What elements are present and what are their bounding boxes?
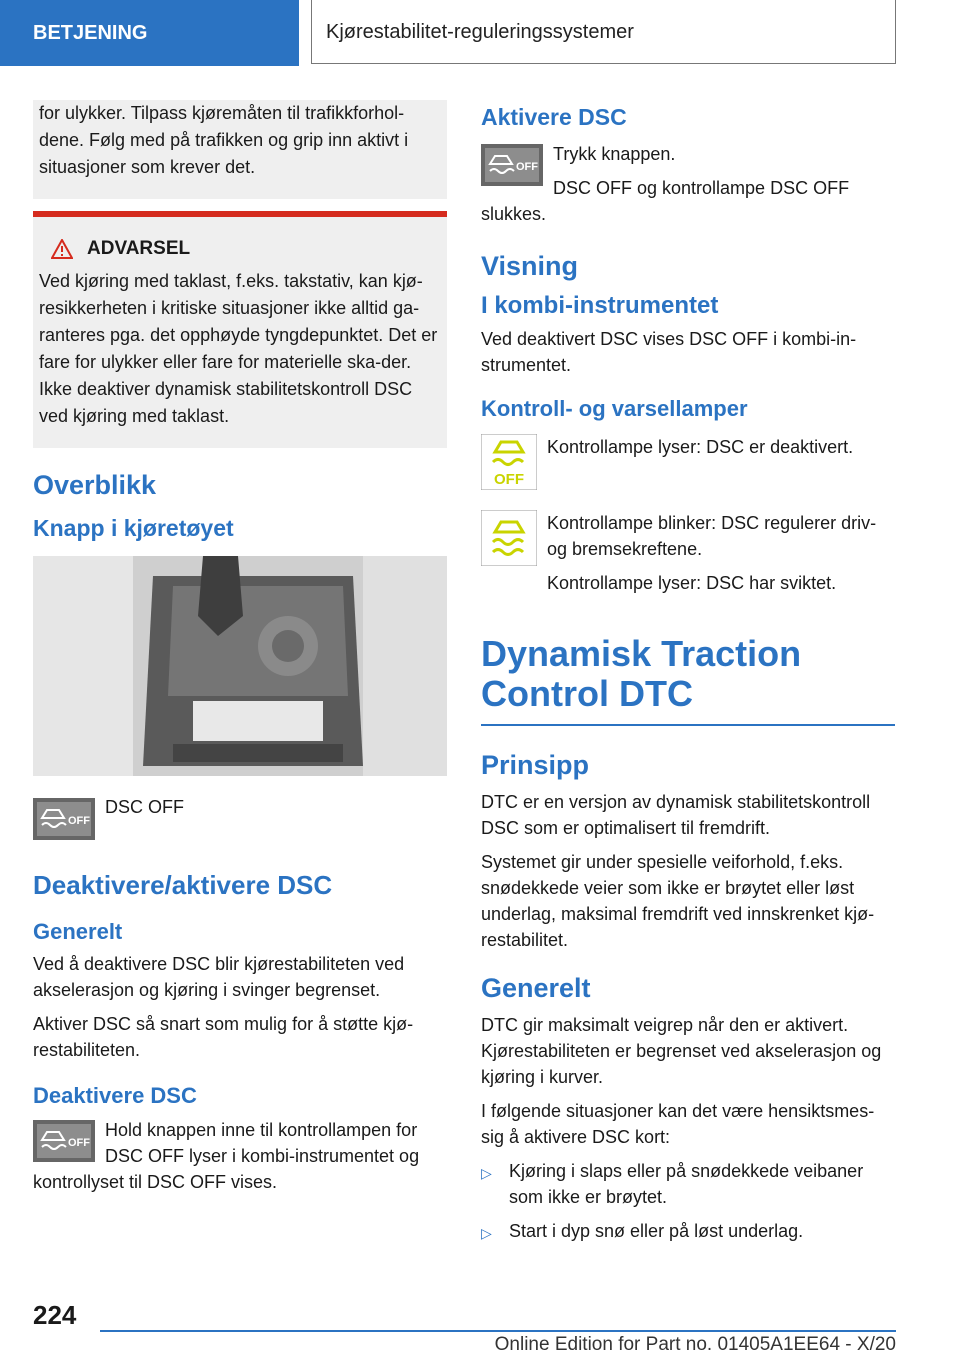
cluster-text: Ved deaktivert DSC vises DSC OFF i kombi-in-strumentet. — [481, 329, 857, 375]
lamp-2-text — [547, 510, 895, 604]
warning-header — [39, 235, 439, 262]
svg-text:OFF: OFF — [516, 161, 538, 173]
svg-text:OFF: OFF — [68, 815, 90, 827]
dsc-off-row — [33, 795, 447, 840]
warning-label: ADVARSEL — [87, 238, 191, 259]
dsc-off-button-icon — [33, 798, 95, 840]
heading-lamps: Kontroll- og varsellamper — [481, 396, 748, 421]
bullet-triangle-icon: ▷ — [481, 1225, 492, 1241]
section-tab: BETJENING — [0, 0, 299, 66]
principle-paragraph-1: DTC er en versjon av dynamisk stabilitetskontroll DSC som er optimalisert til fremdrift. — [481, 792, 871, 838]
lamp-2-text-1: Kontrollampe blinker: DSC regulerer driv- og bremsekreftene. — [547, 513, 877, 559]
activate-text-1: Trykk knappen. — [553, 144, 676, 164]
heading-overview: Overblikk — [33, 470, 157, 500]
lamp-row-1 — [481, 434, 895, 490]
heading-dtc: Dynamisk Traction Control DTC — [481, 634, 895, 726]
heading-button: Knapp i kjøretøyet — [33, 515, 234, 541]
list-item — [481, 1218, 895, 1246]
center-console-photo — [33, 556, 447, 776]
general-paragraph-2: Aktiver DSC så snart som mulig for å støtte kjø-restabiliteten. — [33, 1014, 414, 1060]
intro-box — [33, 100, 447, 199]
deactivate-text: Hold knappen inne til kontrollampen for DSC OFF lyser i kombi-instrumentet og kontrollyset til DSC OFF vises. — [33, 1120, 420, 1192]
heading-activate-dsc: Aktivere DSC — [481, 104, 627, 130]
footer-edition: Online Edition for Part no. 01405A1EE64 - X/20 — [494, 1334, 896, 1355]
warning-box — [33, 211, 447, 448]
general-dtc-paragraph-2: I følgende situasjoner kan det være hensiktsmes-sig å aktivere DSC kort: — [481, 1101, 875, 1147]
lamp-1-text: Kontrollampe lyser: DSC er deaktivert. — [547, 437, 854, 457]
page-number: 224 — [33, 1300, 77, 1330]
heading-cluster: I kombi-instrumentet — [481, 292, 719, 319]
dsc-off-button-icon — [33, 1120, 95, 1162]
heading-deactivate-dsc: Deaktivere DSC — [33, 1083, 197, 1108]
dsc-lamp-icon — [481, 510, 537, 566]
lamp-2-text-2: Kontrollampe lyser: DSC har sviktet. — [547, 573, 837, 593]
svg-text:OFF: OFF — [68, 1137, 90, 1149]
heading-principle: Prinsipp — [481, 750, 590, 780]
activate-block — [481, 141, 895, 227]
svg-text:OFF: OFF — [494, 471, 524, 488]
lamp-row-2 — [481, 510, 895, 604]
general-dtc-paragraph-1: DTC gir maksimalt veigrep når den er aktivert. Kjørestabiliteten er begrenset ved akselerasjon og kjøring i kurver. — [481, 1015, 882, 1087]
left-column — [33, 100, 447, 1203]
general-paragraph-1: Ved å deaktivere DSC blir kjørestabiliteten ved akselerasjon og kjøring i svinger begrenset. — [33, 954, 405, 1000]
page-title: Kjørestabilitet-reguleringssystemer — [311, 0, 896, 64]
activate-text-2: DSC OFF og kontrollampe DSC OFF slukkes. — [481, 178, 850, 224]
heading-display: Visning — [481, 251, 579, 281]
deactivate-block — [33, 1117, 447, 1195]
intro-text: for ulykker. Tilpass kjøremåten til trafikkforhol-dene. Følg med på trafikken og grip inn aktivt i situasjoner som krever det. — [39, 103, 409, 177]
heading-general: Generelt — [33, 919, 123, 944]
heading-general-dtc: Generelt — [481, 973, 591, 1003]
bullet-triangle-icon: ▷ — [481, 1165, 492, 1181]
list-item-text: Start i dyp snø eller på løst underlag. — [509, 1221, 804, 1241]
warning-text: Ved kjøring med taklast, f.eks. takstativ, kan kjø-resikkerheten i kritiske situasjoner ikke alltid ga-ranteres pga. det opphøyde tyngdepunktet. Det er fare for ulykker eller fare for materielle ska-der. Ikke deaktiver dynamisk stabilitetskontroll DSC ved kjøring med taklast. — [39, 271, 438, 426]
dsc-off-label: DSC OFF — [105, 797, 184, 817]
list-item — [481, 1158, 895, 1210]
list-item-text: Kjøring i slaps eller på snødekkede veibaner som ikke er brøytet. — [509, 1161, 864, 1207]
principle-paragraph-2: Systemet gir under spesielle veiforhold, f.eks. snødekkede veier som ikke er brøytet eller løst underlag, maksimal fremdrift ved innskrenket kjø-restabilitet. — [481, 852, 875, 950]
warning-icon — [51, 239, 73, 259]
right-column — [481, 100, 895, 1254]
heading-deactivate-activate: Deaktivere/aktivere DSC — [33, 870, 333, 900]
footer-divider — [100, 1330, 896, 1332]
dsc-off-lamp-icon — [481, 434, 537, 490]
dsc-off-button-icon — [481, 144, 543, 186]
